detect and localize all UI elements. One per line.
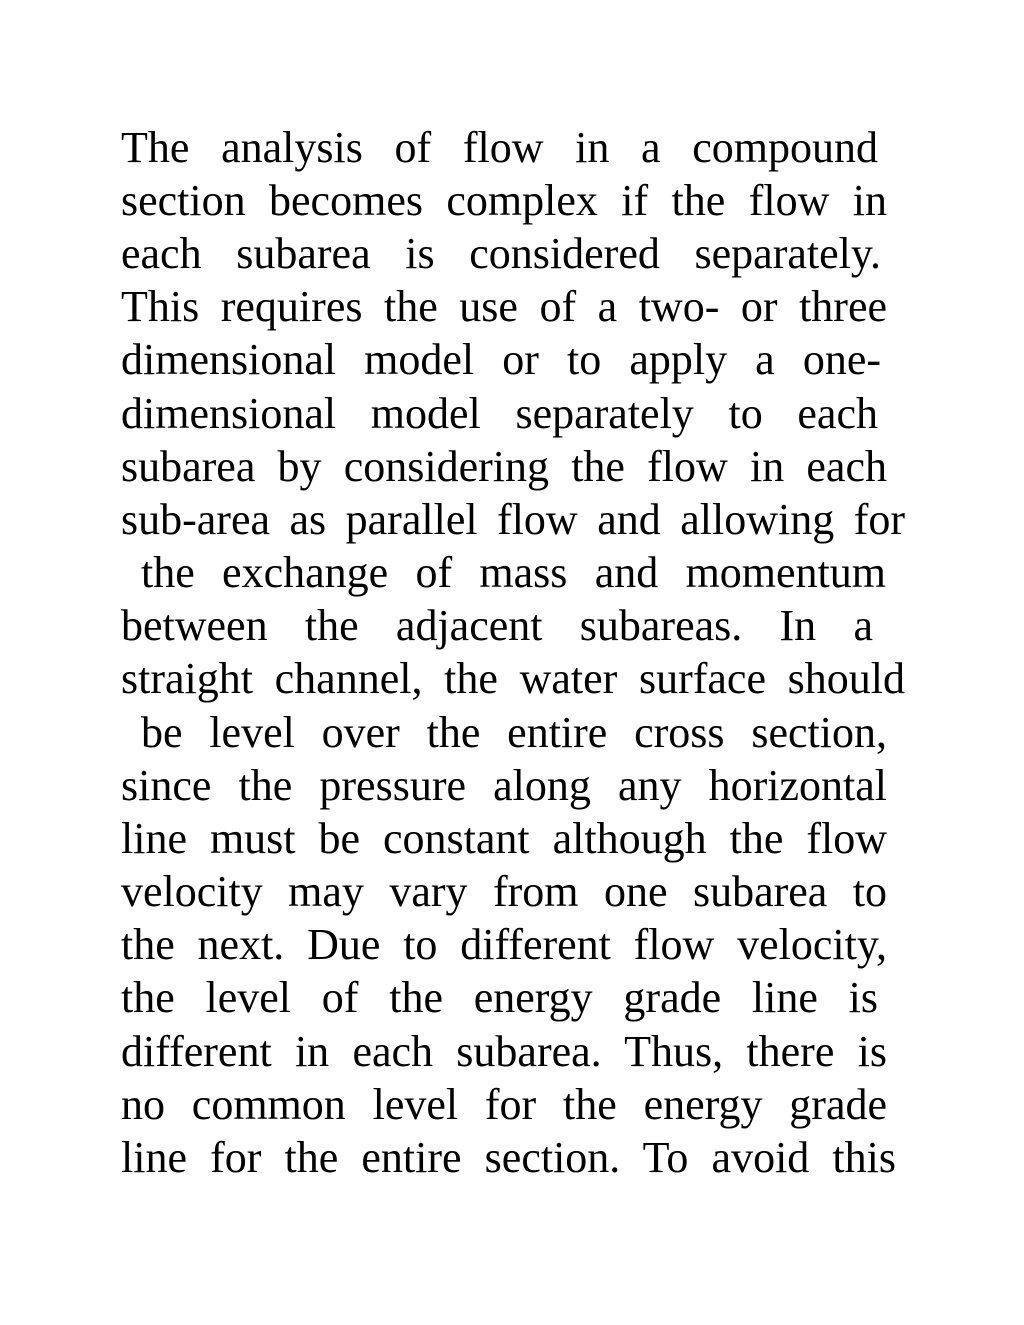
text-line: section becomes complex if the flow in: [121, 176, 887, 225]
text-line: different in each subarea. Thus, there is: [121, 1027, 887, 1076]
text-line: velocity may vary from one subarea to: [121, 867, 887, 916]
text-line: be level over the entire cross section,: [141, 708, 887, 757]
text-line: the level of the energy grade line is: [121, 973, 878, 1022]
text-line: the exchange of mass and momentum: [141, 548, 886, 597]
text-line: since the pressure along any horizontal: [121, 761, 887, 810]
text-line: sub-area as parallel flow and allowing for: [121, 495, 905, 544]
text-line: line for the entire section. To avoid this: [121, 1133, 896, 1182]
text-line: straight channel, the water surface should: [121, 654, 905, 703]
text-line: This requires the use of a two- or three: [121, 282, 887, 331]
text-line: The analysis of flow in a compound: [121, 123, 878, 172]
text-line: no common level for the energy grade: [121, 1080, 887, 1129]
text-line: line must be constant although the flow: [121, 814, 887, 863]
text-line: dimensional model separately to each: [121, 389, 878, 438]
text-line: the next. Due to different flow velocity,: [121, 920, 887, 969]
text-line: between the adjacent subareas. In a: [121, 601, 873, 650]
text-line: subarea by considering the flow in each: [121, 442, 887, 491]
text-line: each subarea is considered separately.: [121, 229, 881, 278]
text-line: dimensional model or to apply a one-: [121, 335, 881, 384]
